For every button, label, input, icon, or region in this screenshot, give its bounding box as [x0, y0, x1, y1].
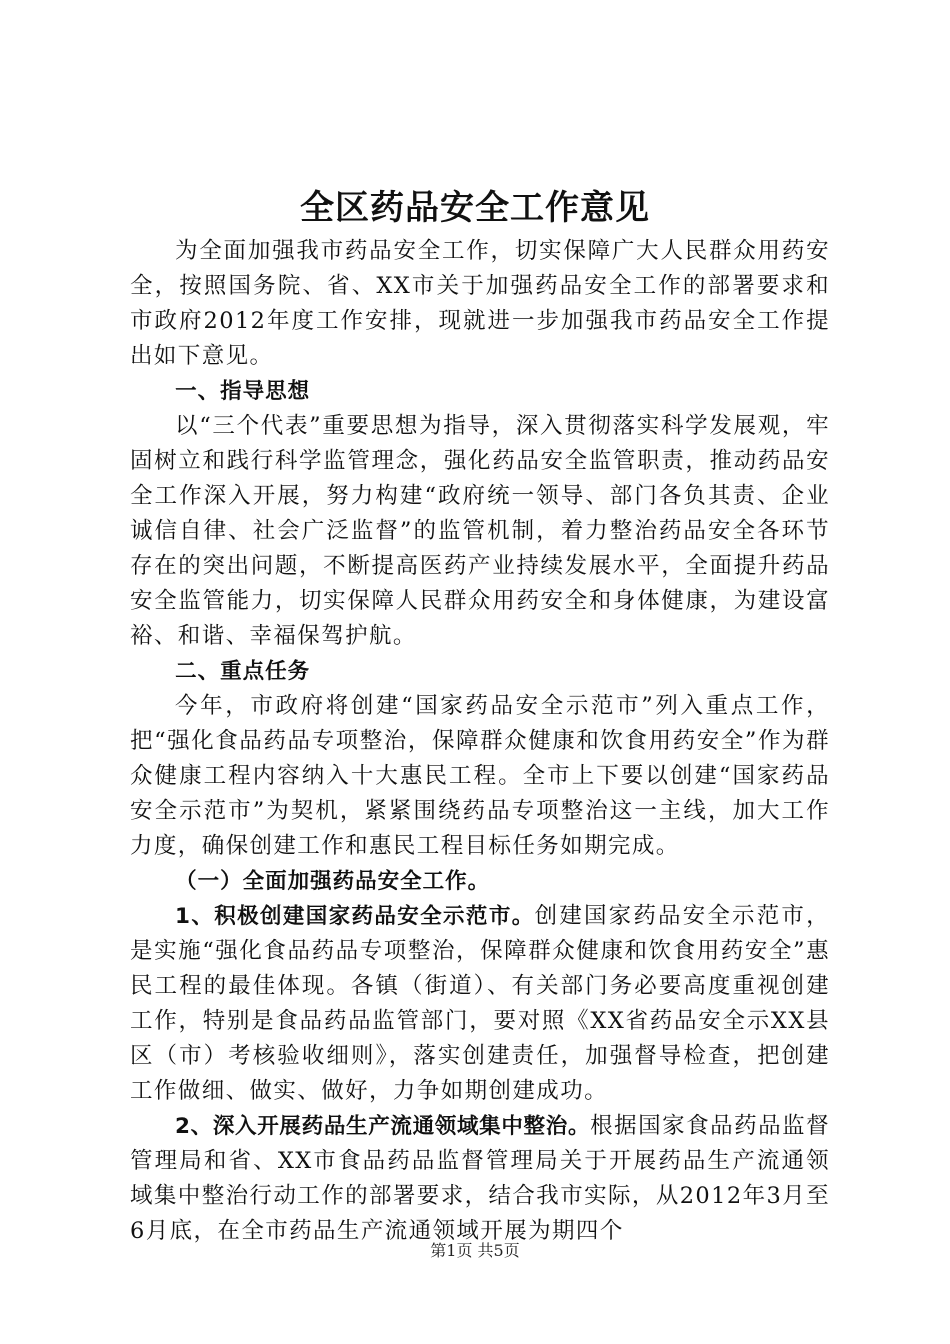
task-item-1-lead: 1、积极创建国家药品安全示范市。 [175, 904, 535, 929]
document-body [130, 234, 830, 1249]
task-item-2-text: 根据国家食品药品监督管理局和省、XX市食品药品监督管理局关于开展药品生产流通领域集中整治行动工作的部署要求，结合我市实际，从2012年3月至6月底，在全市药品生产流通领域开展为期四个 [130, 1113, 830, 1244]
key-tasks-paragraph: 今年，市政府将创建“国家药品安全示范市”列入重点工作，把“强化食品药品专项整治，保障群众健康和饮食用药安全”作为群众健康工程内容纳入十大惠民工程。全市上下要以创建“国家药品安全示范市”为契机，紧紧围绕药品专项整治这一主线，加大工作力度，确保创建工作和惠民工程目标任务如期完成。 [130, 693, 830, 859]
document-title: 全区药品安全工作意见 [300, 188, 650, 228]
task-item-2-lead: 2、深入开展药品生产流通领域集中整治。 [175, 1114, 591, 1139]
task-item-2 [130, 1109, 830, 1249]
section-heading-key-tasks: 二、重点任务 [175, 659, 311, 684]
section-heading-guiding-thought: 一、指导思想 [175, 379, 311, 404]
task-item-1-text: 创建国家药品安全示范市，是实施“强化食品药品专项整治，保障群众健康和饮食用药安全”惠民工程的最佳体现。各镇（街道）、有关部门务必要高度重视创建工作，特别是食品药品监管部门，要对照《XX省药品安全示XX县区（市）考核验收细则》，落实创建责任，加强督导检查，把创建工作做细、做实、做好，力争如期创建成功。 [130, 903, 831, 1104]
page-footer: 第1页 共5页 [430, 1241, 520, 1260]
subsection-heading-strengthen-safety: （一）全面加强药品安全工作。 [175, 869, 491, 894]
task-item-1 [130, 899, 830, 1109]
guiding-thought-paragraph: 以“三个代表”重要思想为指导，深入贯彻落实科学发展观，牢固树立和践行科学监管理念，强化药品安全监管职责，推动药品安全工作深入开展，努力构建“政府统一领导、部门各负其责、企业诚信自律、社会广泛监督”的监管机制，着力整治药品安全各环节存在的突出问题，不断提高医药产业持续发展水平，全面提升药品安全监管能力，切实保障人民群众用药安全和身体健康，为建设富裕、和谐、幸福保驾护航。 [130, 413, 830, 649]
intro-paragraph: 为全面加强我市药品安全工作，切实保障广大人民群众用药安全，按照国务院、省、XX市关于加强药品安全工作的部署要求和市政府2012年度工作安排，现就进一步加强我市药品安全工作提出如下意见。 [130, 238, 830, 369]
